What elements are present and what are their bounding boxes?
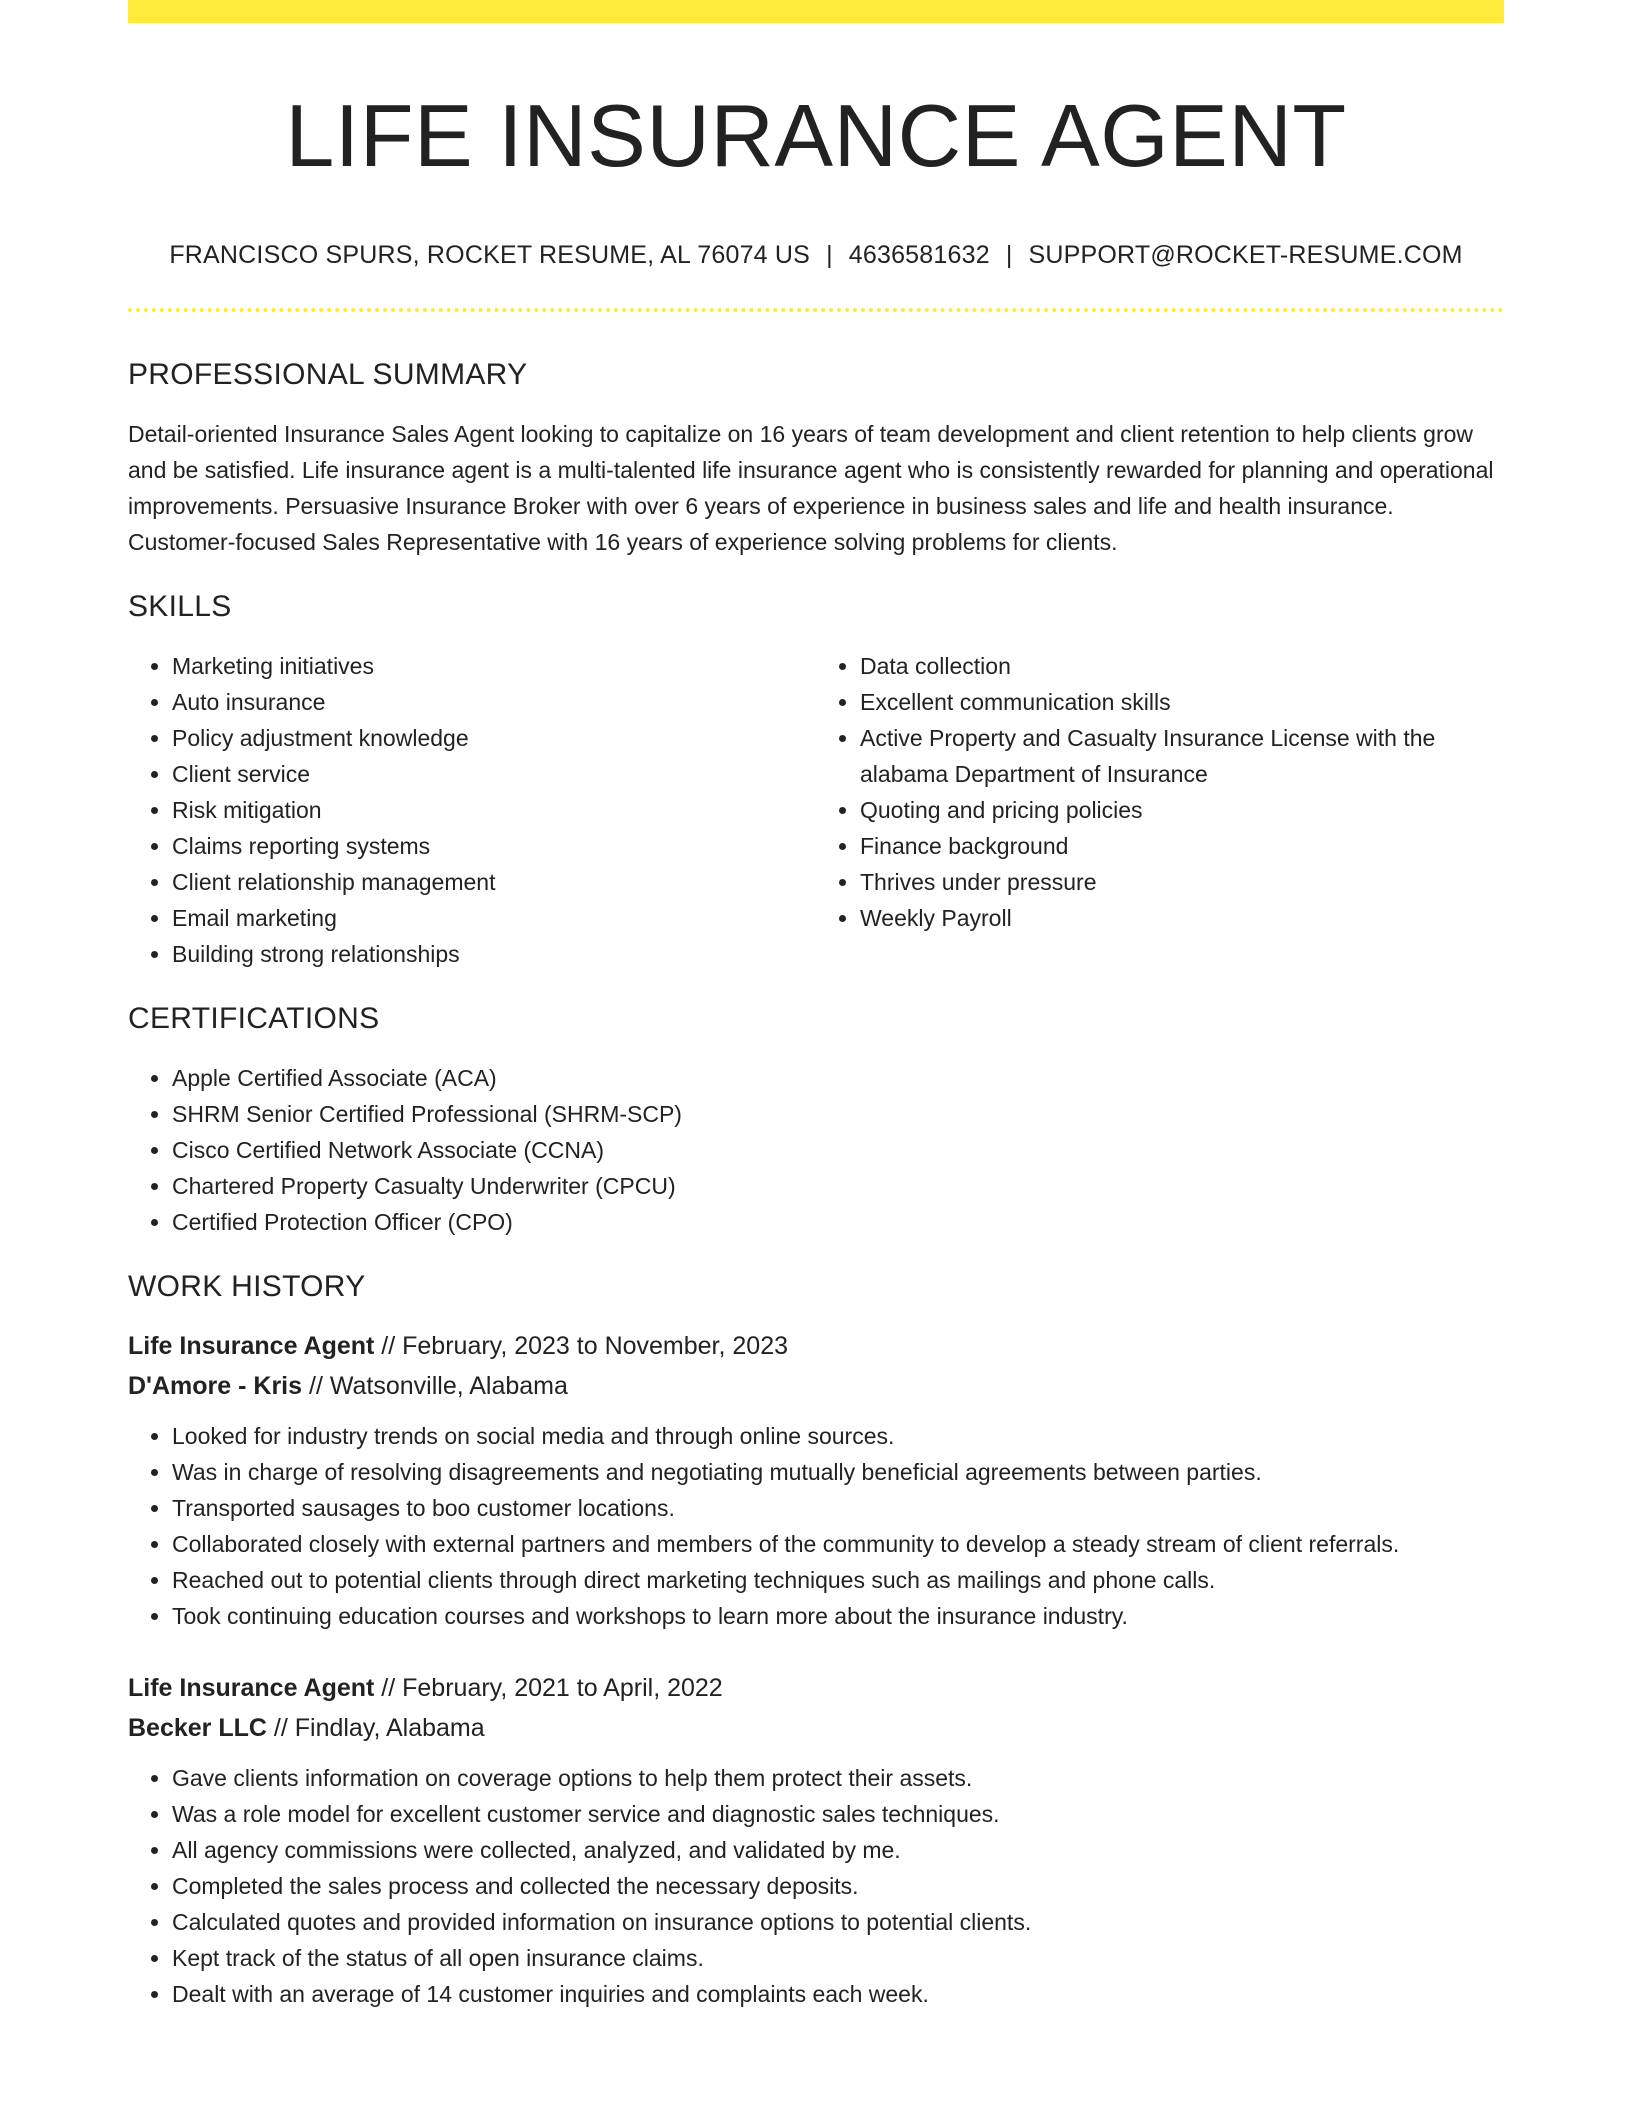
phone-text: 4636581632 xyxy=(848,240,990,269)
job-company-line xyxy=(128,1708,1504,1748)
list-item: • Claims reporting systems xyxy=(172,828,816,864)
job-company-line xyxy=(128,1366,1504,1406)
list-item: • Was in charge of resolving disagreements and negotiating mutually beneficial agreements between parties. xyxy=(172,1454,1504,1490)
job-bullets xyxy=(128,1418,1504,1634)
work-history-section xyxy=(128,1270,1504,2012)
list-item: • Apple Certified Associate (ACA) xyxy=(172,1060,1504,1096)
section-title-work-history: WORK HISTORY xyxy=(128,1269,366,1303)
list-item: • Excellent communication skills xyxy=(860,684,1504,720)
list-item: • Weekly Payroll xyxy=(860,900,1504,936)
list-item: • Gave clients information on coverage options to help them protect their assets. xyxy=(172,1760,1504,1796)
list-item: • Took continuing education courses and workshops to learn more about the insurance industry. xyxy=(172,1598,1504,1634)
list-item: • Certified Protection Officer (CPO) xyxy=(172,1204,1504,1240)
accent-top-bar xyxy=(128,0,1504,23)
section-title-certifications: CERTIFICATIONS xyxy=(128,1001,380,1035)
list-item: • Data collection xyxy=(860,648,1504,684)
resume-title: LIFE INSURANCE AGENT xyxy=(285,86,1347,185)
email-link[interactable]: SUPPORT@ROCKET-RESUME.COM xyxy=(1028,240,1463,269)
job-title-line xyxy=(128,1326,1504,1366)
list-item: • Reached out to potential clients through direct marketing techniques such as mailings and phone calls. xyxy=(172,1562,1504,1598)
list-item: • Collaborated closely with external partners and members of the community to develop a steady stream of client referrals. xyxy=(172,1526,1504,1562)
list-item: • Kept track of the status of all open insurance claims. xyxy=(172,1940,1504,1976)
list-item: • Building strong relationships xyxy=(172,936,816,972)
skills-list-left xyxy=(128,648,816,972)
job-dates: // February, 2023 to November, 2023 xyxy=(381,1331,789,1360)
list-item: • Client relationship management xyxy=(172,864,816,900)
list-item: • Calculated quotes and provided information on insurance options to potential clients. xyxy=(172,1904,1504,1940)
separator: | xyxy=(1005,240,1013,269)
job-dates: // February, 2021 to April, 2022 xyxy=(381,1673,723,1702)
job-company: Becker LLC xyxy=(128,1713,267,1742)
address-text: FRANCISCO SPURS, ROCKET RESUME, AL 76074 US xyxy=(169,240,811,269)
resume-page xyxy=(128,0,1504,2012)
list-item: • Email marketing xyxy=(172,900,816,936)
job-entry xyxy=(128,1326,1504,1634)
list-item: • Auto insurance xyxy=(172,684,816,720)
certifications-section xyxy=(128,1002,1504,1240)
list-item: • SHRM Senior Certified Professional (SHRM-SCP) xyxy=(172,1096,1504,1132)
list-item: • Looked for industry trends on social media and through online sources. xyxy=(172,1418,1504,1454)
skills-section xyxy=(128,590,1504,972)
job-location: // Watsonville, Alabama xyxy=(309,1371,568,1400)
certifications-list xyxy=(128,1060,1504,1240)
section-title-summary: PROFESSIONAL SUMMARY xyxy=(128,357,528,391)
job-role: Life Insurance Agent xyxy=(128,1673,375,1702)
job-company: D'Amore - Kris xyxy=(128,1371,303,1400)
list-item: • Finance background xyxy=(860,828,1504,864)
list-item: • Thrives under pressure xyxy=(860,864,1504,900)
summary-text: Detail-oriented Insurance Sales Agent looking to capitalize on 16 years of team development and client retention to help clients grow and be satisfied. Life insurance agent is a multi-talented life insurance agent who is consistently rewarded for planning and operational improvements. Persuasive Insurance Broker with over 6 years of experience in business sales and life and health insurance. Customer-focused Sales Representative with 16 years of experience solving problems for clients. xyxy=(128,420,1494,555)
list-item: • Marketing initiatives xyxy=(172,648,816,684)
contact-line xyxy=(128,241,1504,270)
list-item: • Quoting and pricing policies xyxy=(860,792,1504,828)
dotted-divider xyxy=(128,308,1504,312)
list-item: • Was a role model for excellent customer service and diagnostic sales techniques. xyxy=(172,1796,1504,1832)
separator: | xyxy=(826,240,833,269)
skills-columns xyxy=(128,648,1504,972)
list-item: • Policy adjustment knowledge xyxy=(172,720,816,756)
summary-section xyxy=(128,358,1504,560)
list-item: • Transported sausages to boo customer locations. xyxy=(172,1490,1504,1526)
job-location: // Findlay, Alabama xyxy=(273,1713,485,1742)
job-role: Life Insurance Agent xyxy=(128,1331,375,1360)
list-item: • Completed the sales process and collected the necessary deposits. xyxy=(172,1868,1504,1904)
section-title-skills: SKILLS xyxy=(128,589,232,623)
list-item: • Cisco Certified Network Associate (CCNA) xyxy=(172,1132,1504,1168)
skills-list-right xyxy=(816,648,1504,972)
list-item: • Chartered Property Casualty Underwriter (CPCU) xyxy=(172,1168,1504,1204)
list-item: • Client service xyxy=(172,756,816,792)
job-bullets xyxy=(128,1760,1504,2012)
job-title-line xyxy=(128,1668,1504,1708)
list-item: • All agency commissions were collected, analyzed, and validated by me. xyxy=(172,1832,1504,1868)
list-item: • Active Property and Casualty Insurance License with the alabama Department of Insurance xyxy=(860,720,1504,792)
list-item: • Dealt with an average of 14 customer inquiries and complaints each week. xyxy=(172,1976,1504,2012)
list-item: • Risk mitigation xyxy=(172,792,816,828)
job-entry xyxy=(128,1668,1504,2012)
